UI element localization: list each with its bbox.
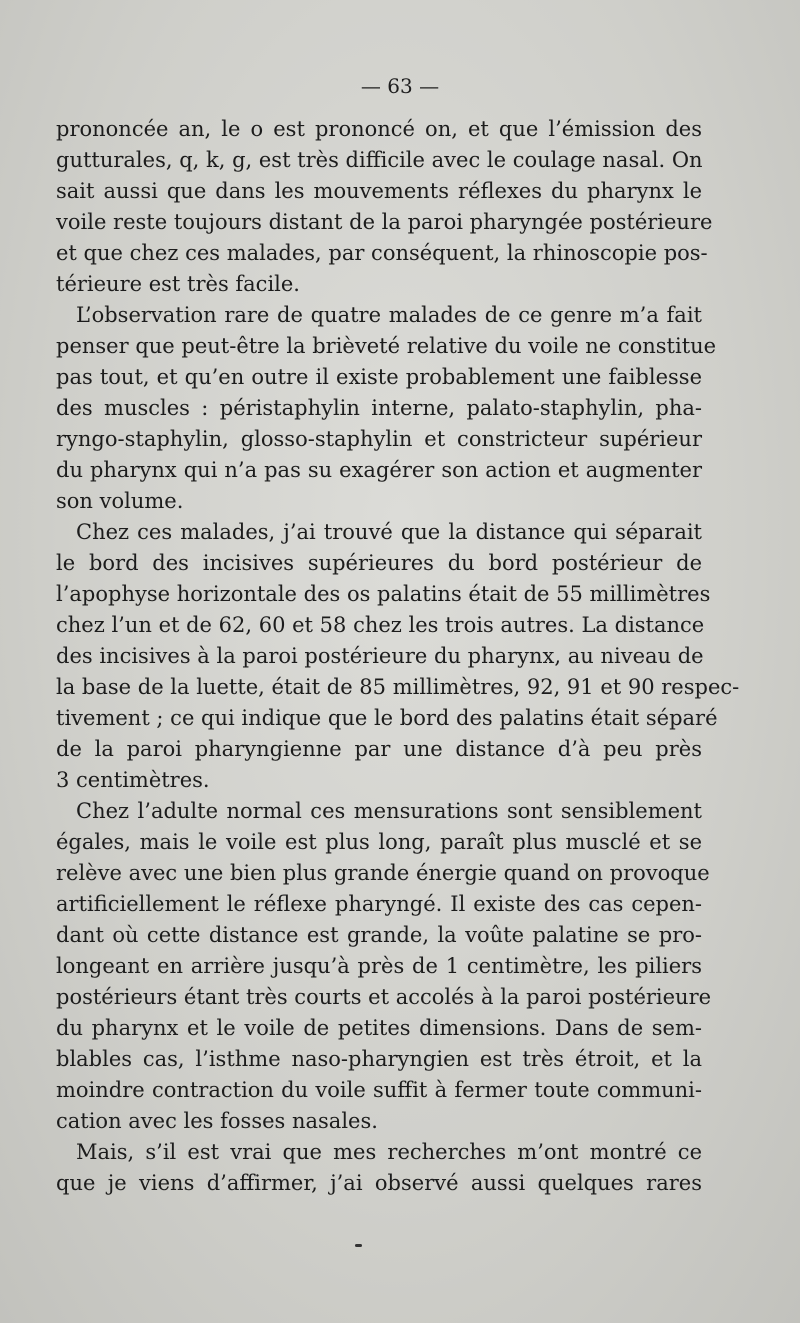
text-line: du pharynx et le voile de petites dimensions. Dans de sem- xyxy=(56,1016,702,1040)
text-line: Chez ces malades, j’ai trouvé que la distance qui séparait xyxy=(76,520,702,544)
text-line: le bord des incisives supérieures du bord postérieur de xyxy=(56,551,702,575)
text-line: des incisives à la paroi postérieure du pharynx, au niveau de xyxy=(56,644,704,668)
text-line: penser que peut-être la brièveté relative du voile ne constitue xyxy=(56,334,717,358)
text-line: relève avec une bien plus grande énergie quand on provoque xyxy=(56,861,710,885)
text-line: de la paroi pharyngienne par une distance d’à peu près xyxy=(56,737,702,761)
text-line: et que chez ces malades, par conséquent, la rhinoscopie pos- xyxy=(56,241,708,265)
text-line: artificiellement le réflexe pharyngé. Il existe des cas cepen- xyxy=(56,892,702,916)
text-line: moindre contraction du voile suffit à fermer toute communi- xyxy=(56,1078,702,1102)
paragraph xyxy=(56,300,717,517)
paragraph xyxy=(56,796,712,1137)
text-line: dant où cette distance est grande, la voûte palatine se pro- xyxy=(56,923,702,947)
text-line: 3 centimètres. xyxy=(56,768,210,792)
text-line: blables cas, l’isthme naso-pharyngien est très étroit, et la xyxy=(56,1047,702,1071)
text-line: postérieurs étant très courts et accolés à la paroi postérieure xyxy=(56,985,712,1009)
text-line: Chez l’adulte normal ces mensurations sont sensiblement xyxy=(76,799,702,823)
paragraph xyxy=(56,1137,702,1199)
text-line: son volume. xyxy=(56,489,184,513)
ink-speck xyxy=(355,1244,362,1247)
text-line: prononcée an, le o est prononcé on, et que l’émission des xyxy=(56,117,702,141)
text-line: L’observation rare de quatre malades de ce genre m’a fait xyxy=(76,303,702,327)
text-line: égales, mais le voile est plus long, paraît plus musclé et se xyxy=(56,830,702,854)
text-line: cation avec les fosses nasales. xyxy=(56,1109,378,1133)
text-line: la base de la luette, était de 85 millimètres, 92, 91 et 90 respec- xyxy=(56,675,740,699)
text-line: l’apophyse horizontale des os palatins était de 55 millimètres xyxy=(56,582,711,606)
text-line: Mais, s’il est vrai que mes recherches m’ont montré ce xyxy=(76,1140,702,1164)
text-line: des muscles : péristaphylin interne, palato-staphylin, pha- xyxy=(56,396,702,420)
text-line: du pharynx qui n’a pas su exagérer son action et augmenter xyxy=(56,458,702,482)
text-line: voile reste toujours distant de la paroi pharyngée postérieure xyxy=(56,210,713,234)
body-text xyxy=(56,114,740,1199)
page-number: — 63 — xyxy=(360,74,440,98)
text-line: que je viens d’affirmer, j’ai observé aussi quelques rares xyxy=(56,1171,702,1195)
paragraph xyxy=(56,517,740,796)
paragraph xyxy=(56,114,713,300)
text-line: chez l’un et de 62, 60 et 58 chez les trois autres. La distance xyxy=(56,613,705,637)
text-line: tivement ; ce qui indique que le bord des palatins était séparé xyxy=(56,706,718,730)
text-line: gutturales, q, k, g, est très difficile avec le coulage nasal. On xyxy=(56,148,703,172)
text-line: térieure est très facile. xyxy=(56,272,300,296)
text-line: sait aussi que dans les mouvements réflexes du pharynx le xyxy=(56,179,702,203)
text-line: pas tout, et qu’en outre il existe probablement une faiblesse xyxy=(56,365,702,389)
text-line: ryngo-staphylin, glosso-staphylin et constricteur supérieur xyxy=(56,427,702,451)
text-line: longeant en arrière jusqu’à près de 1 centimètre, les piliers xyxy=(56,954,702,978)
